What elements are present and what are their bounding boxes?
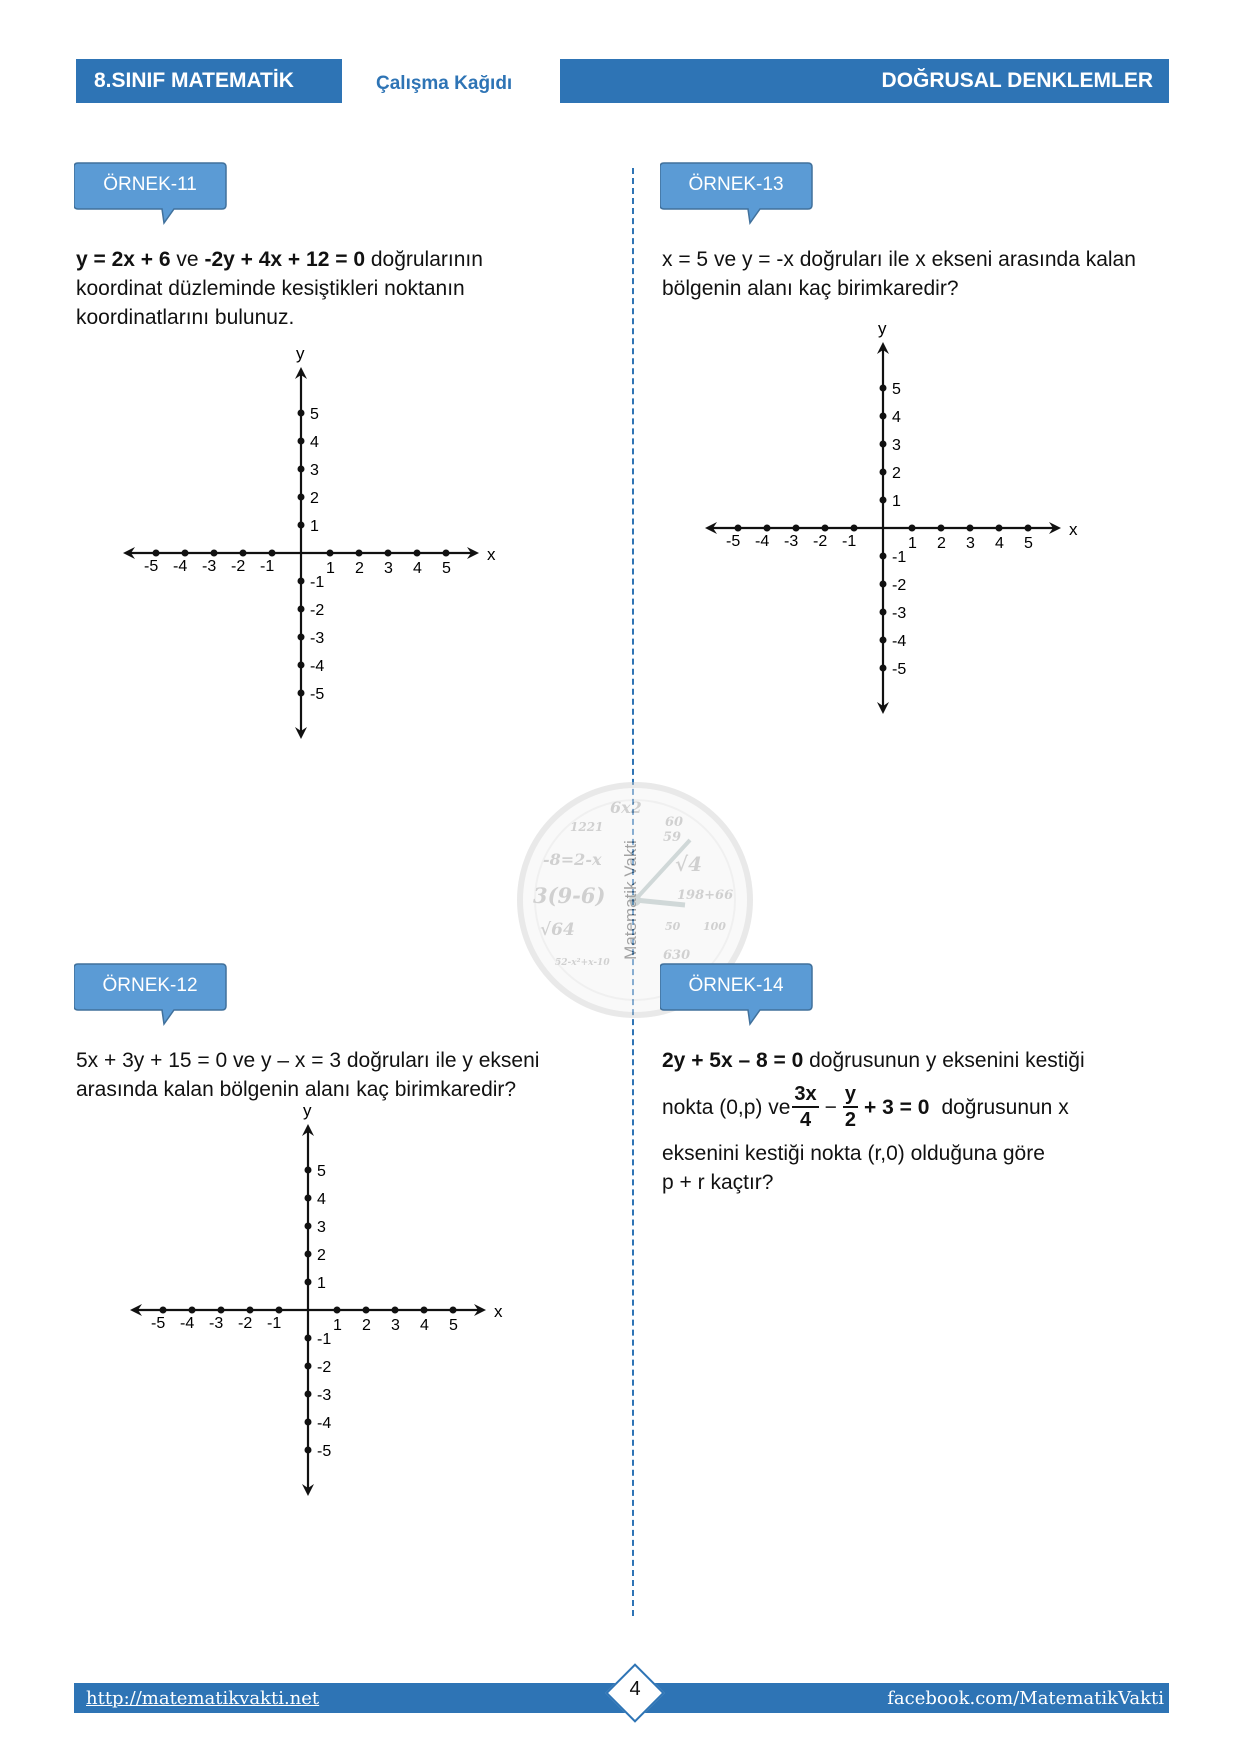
y-tick-label: 2 <box>317 1247 326 1264</box>
y-tick-label: 4 <box>892 409 901 426</box>
x-tick-label: -5 <box>726 533 741 550</box>
y-tick-label: 5 <box>310 406 319 423</box>
x-tick-dot <box>793 525 800 532</box>
worksheet-label: Çalışma Kağıdı <box>376 73 513 94</box>
y-tick-label: -1 <box>317 1331 332 1348</box>
watermark-text: Matematik Vakti <box>621 840 640 960</box>
y-tick-dot <box>298 662 305 669</box>
y-tick-dot <box>880 553 887 560</box>
x-tick-label: 1 <box>326 560 335 577</box>
y-tick-label: 2 <box>892 465 901 482</box>
x-tick-dot <box>996 525 1003 532</box>
y-tick-label: -2 <box>892 577 907 594</box>
x-tick-label: -1 <box>267 1315 282 1332</box>
minus-sign: − <box>824 1095 837 1119</box>
x-tick-dot <box>764 525 771 532</box>
watermark-scribble: 3(9-6) <box>533 883 606 908</box>
x-tick-label: 2 <box>362 1317 371 1334</box>
x-tick-dot <box>247 1307 254 1314</box>
y-tick-dot <box>880 665 887 672</box>
x-tick-dot <box>240 550 247 557</box>
y-tick-dot <box>298 606 305 613</box>
x-tick-dot <box>211 550 218 557</box>
watermark-scribble: 630 <box>663 948 691 963</box>
x-tick-dot <box>421 1307 428 1314</box>
x-tick-dot <box>392 1307 399 1314</box>
x-tick-dot <box>153 550 160 557</box>
y-tick-dot <box>298 634 305 641</box>
watermark-scribble: 100 <box>703 920 726 933</box>
y-tick-label: -5 <box>892 661 907 678</box>
example-11-label-text: ÖRNEK-11 <box>103 174 197 195</box>
x-tick-dot <box>1025 525 1032 532</box>
x-tick-dot <box>189 1307 196 1314</box>
x-tick-dot <box>182 550 189 557</box>
y-tick-label: 3 <box>310 462 319 479</box>
x-tick-label: -1 <box>842 533 857 550</box>
fraction-denominator: 4 <box>799 1109 812 1131</box>
x-tick-dot <box>385 550 392 557</box>
y-tick-label: 5 <box>317 1163 326 1180</box>
coordinate-plane-13 <box>705 319 1078 714</box>
y-tick-dot <box>880 469 887 476</box>
x-tick-dot <box>450 1307 457 1314</box>
x-axis-label: x <box>487 545 496 564</box>
x-tick-label: 2 <box>355 560 364 577</box>
x-tick-label: -4 <box>755 533 770 550</box>
y-tick-dot <box>305 1195 312 1202</box>
question-part-3: eksenini kestiği nokta (r,0) olduğuna göre <box>662 1142 1045 1165</box>
x-tick-dot <box>851 525 858 532</box>
y-tick-dot <box>880 637 887 644</box>
x-tick-dot <box>327 550 334 557</box>
y-tick-dot <box>298 438 305 445</box>
x-tick-label: -2 <box>238 1315 253 1332</box>
y-tick-dot <box>305 1279 312 1286</box>
y-tick-label: -2 <box>317 1359 332 1376</box>
x-tick-label: -2 <box>813 533 828 550</box>
y-tick-dot <box>298 690 305 697</box>
x-tick-dot <box>414 550 421 557</box>
watermark-scribble: -8=2-x <box>543 850 602 869</box>
watermark-scribble: 198+66 <box>677 888 734 903</box>
equation-1: y = 2x + 6 <box>76 248 171 271</box>
conjunction: ve <box>170 248 205 271</box>
x-tick-label: -5 <box>144 558 159 575</box>
x-tick-label: 3 <box>391 1317 400 1334</box>
x-axis-label: x <box>1069 520 1078 539</box>
fraction-denominator: 2 <box>844 1109 857 1131</box>
watermark-scribble: 60 <box>665 815 684 830</box>
y-tick-dot <box>298 522 305 529</box>
y-tick-dot <box>880 581 887 588</box>
y-tick-label: -3 <box>310 630 325 647</box>
page-number: 4 <box>629 1678 641 1700</box>
y-tick-label: -4 <box>310 658 325 675</box>
y-tick-dot <box>298 578 305 585</box>
fraction-numerator: 3x <box>792 1082 818 1108</box>
example-13-label-text: ÖRNEK-13 <box>688 174 784 195</box>
y-tick-dot <box>298 494 305 501</box>
x-tick-label: 3 <box>966 535 975 552</box>
example-12-question: 5x + 3y + 15 = 0 ve y – x = 3 doğruları ile y ekseni arasında kalan bölgenin alanı kaç birimkaredir? <box>76 1049 540 1101</box>
y-tick-label: -2 <box>310 602 325 619</box>
x-tick-label: 1 <box>908 535 917 552</box>
watermark-scribble: 6x2 <box>610 798 642 817</box>
x-tick-label: 3 <box>384 560 393 577</box>
watermark-scribble: 59 <box>663 830 682 845</box>
question-part-2-post: doğrusunun x <box>941 1095 1069 1119</box>
topic-title: DOĞRUSAL DENKLEMLER <box>881 69 1153 92</box>
x-tick-label: 4 <box>995 535 1004 552</box>
x-tick-label: -4 <box>173 558 188 575</box>
y-tick-label: -1 <box>310 574 325 591</box>
y-tick-dot <box>305 1335 312 1342</box>
equation-tail: + 3 = 0 <box>864 1095 930 1119</box>
y-tick-dot <box>305 1391 312 1398</box>
watermark-scribble: √4 <box>675 852 703 876</box>
example-12-label-text: ÖRNEK-12 <box>102 975 198 996</box>
x-tick-dot <box>909 525 916 532</box>
question-part-4: p + r kaçtır? <box>662 1171 774 1194</box>
watermark-scribble: 50 <box>665 920 681 933</box>
y-axis-label: y <box>878 319 887 338</box>
x-tick-label: 5 <box>442 560 451 577</box>
equation-2: -2y + 4x + 12 = 0 <box>204 248 365 271</box>
coordinate-plane-12 <box>130 1101 503 1496</box>
coordinate-plane-11 <box>123 344 496 739</box>
y-tick-dot <box>880 385 887 392</box>
x-tick-dot <box>334 1307 341 1314</box>
y-tick-label: -5 <box>317 1443 332 1460</box>
y-tick-dot <box>305 1419 312 1426</box>
y-tick-dot <box>880 497 887 504</box>
y-tick-dot <box>305 1167 312 1174</box>
x-tick-label: -1 <box>260 558 275 575</box>
x-axis-label: x <box>494 1302 503 1321</box>
x-tick-label: 2 <box>937 535 946 552</box>
y-tick-label: -4 <box>892 633 907 650</box>
y-tick-label: 3 <box>892 437 901 454</box>
x-tick-label: 4 <box>420 1317 429 1334</box>
x-tick-label: -4 <box>180 1315 195 1332</box>
watermark-scribble: √64 <box>540 920 575 940</box>
x-tick-label: -5 <box>151 1315 166 1332</box>
y-tick-label: -3 <box>892 605 907 622</box>
x-tick-label: -3 <box>202 558 217 575</box>
y-tick-dot <box>305 1251 312 1258</box>
x-tick-dot <box>822 525 829 532</box>
x-tick-dot <box>938 525 945 532</box>
y-axis-label: y <box>296 344 305 363</box>
fraction-numerator: y <box>843 1082 858 1108</box>
y-tick-label: 4 <box>310 434 319 451</box>
y-axis-label: y <box>303 1101 312 1120</box>
y-tick-label: 1 <box>310 518 319 535</box>
question-rest: doğrularının koordinat düzleminde kesiştikleri noktanın koordinatlarını bulunuz. <box>76 248 483 329</box>
y-tick-dot <box>305 1363 312 1370</box>
x-tick-label: 4 <box>413 560 422 577</box>
x-tick-dot <box>967 525 974 532</box>
equation-1: 2y + 5x – 8 = 0 <box>662 1049 804 1072</box>
x-tick-dot <box>160 1307 167 1314</box>
watermark-scribble: 52-x²+x-10 <box>555 958 610 968</box>
example-13-question: x = 5 ve y = -x doğruları ile x ekseni arasında kalan bölgenin alanı kaç birimkaredir? <box>662 248 1136 300</box>
x-tick-dot <box>276 1307 283 1314</box>
x-tick-label: 5 <box>449 1317 458 1334</box>
y-tick-label: 1 <box>317 1275 326 1292</box>
y-tick-label: 2 <box>310 490 319 507</box>
y-tick-label: 3 <box>317 1219 326 1236</box>
facebook-link[interactable]: facebook.com/MatematikVakti <box>887 1688 1164 1709</box>
x-tick-dot <box>735 525 742 532</box>
watermark-scribble: 1221 <box>570 820 604 834</box>
x-tick-dot <box>218 1307 225 1314</box>
y-tick-label: 4 <box>317 1191 326 1208</box>
y-tick-label: 5 <box>892 381 901 398</box>
y-tick-label: -3 <box>317 1387 332 1404</box>
y-tick-dot <box>298 410 305 417</box>
x-tick-dot <box>363 1307 370 1314</box>
x-tick-dot <box>269 550 276 557</box>
y-tick-label: 1 <box>892 493 901 510</box>
y-tick-dot <box>880 441 887 448</box>
y-tick-dot <box>305 1447 312 1454</box>
x-tick-label: 5 <box>1024 535 1033 552</box>
y-tick-label: -4 <box>317 1415 332 1432</box>
x-tick-label: 1 <box>333 1317 342 1334</box>
x-tick-dot <box>356 550 363 557</box>
website-link[interactable]: http://matematikvakti.net <box>86 1688 320 1709</box>
subject-title: 8.SINIF MATEMATİK <box>94 69 294 92</box>
x-tick-label: -3 <box>209 1315 224 1332</box>
x-tick-dot <box>443 550 450 557</box>
y-tick-dot <box>880 413 887 420</box>
y-tick-dot <box>880 609 887 616</box>
question-part-1: doğrusunun y eksenini kestiği <box>803 1049 1085 1072</box>
x-tick-label: -2 <box>231 558 246 575</box>
y-tick-dot <box>305 1223 312 1230</box>
y-tick-label: -1 <box>892 549 907 566</box>
x-tick-label: -3 <box>784 533 799 550</box>
y-tick-label: -5 <box>310 686 325 703</box>
example-14-label-text: ÖRNEK-14 <box>688 975 784 996</box>
y-tick-dot <box>298 466 305 473</box>
question-part-2: nokta (0,p) ve <box>662 1095 791 1119</box>
